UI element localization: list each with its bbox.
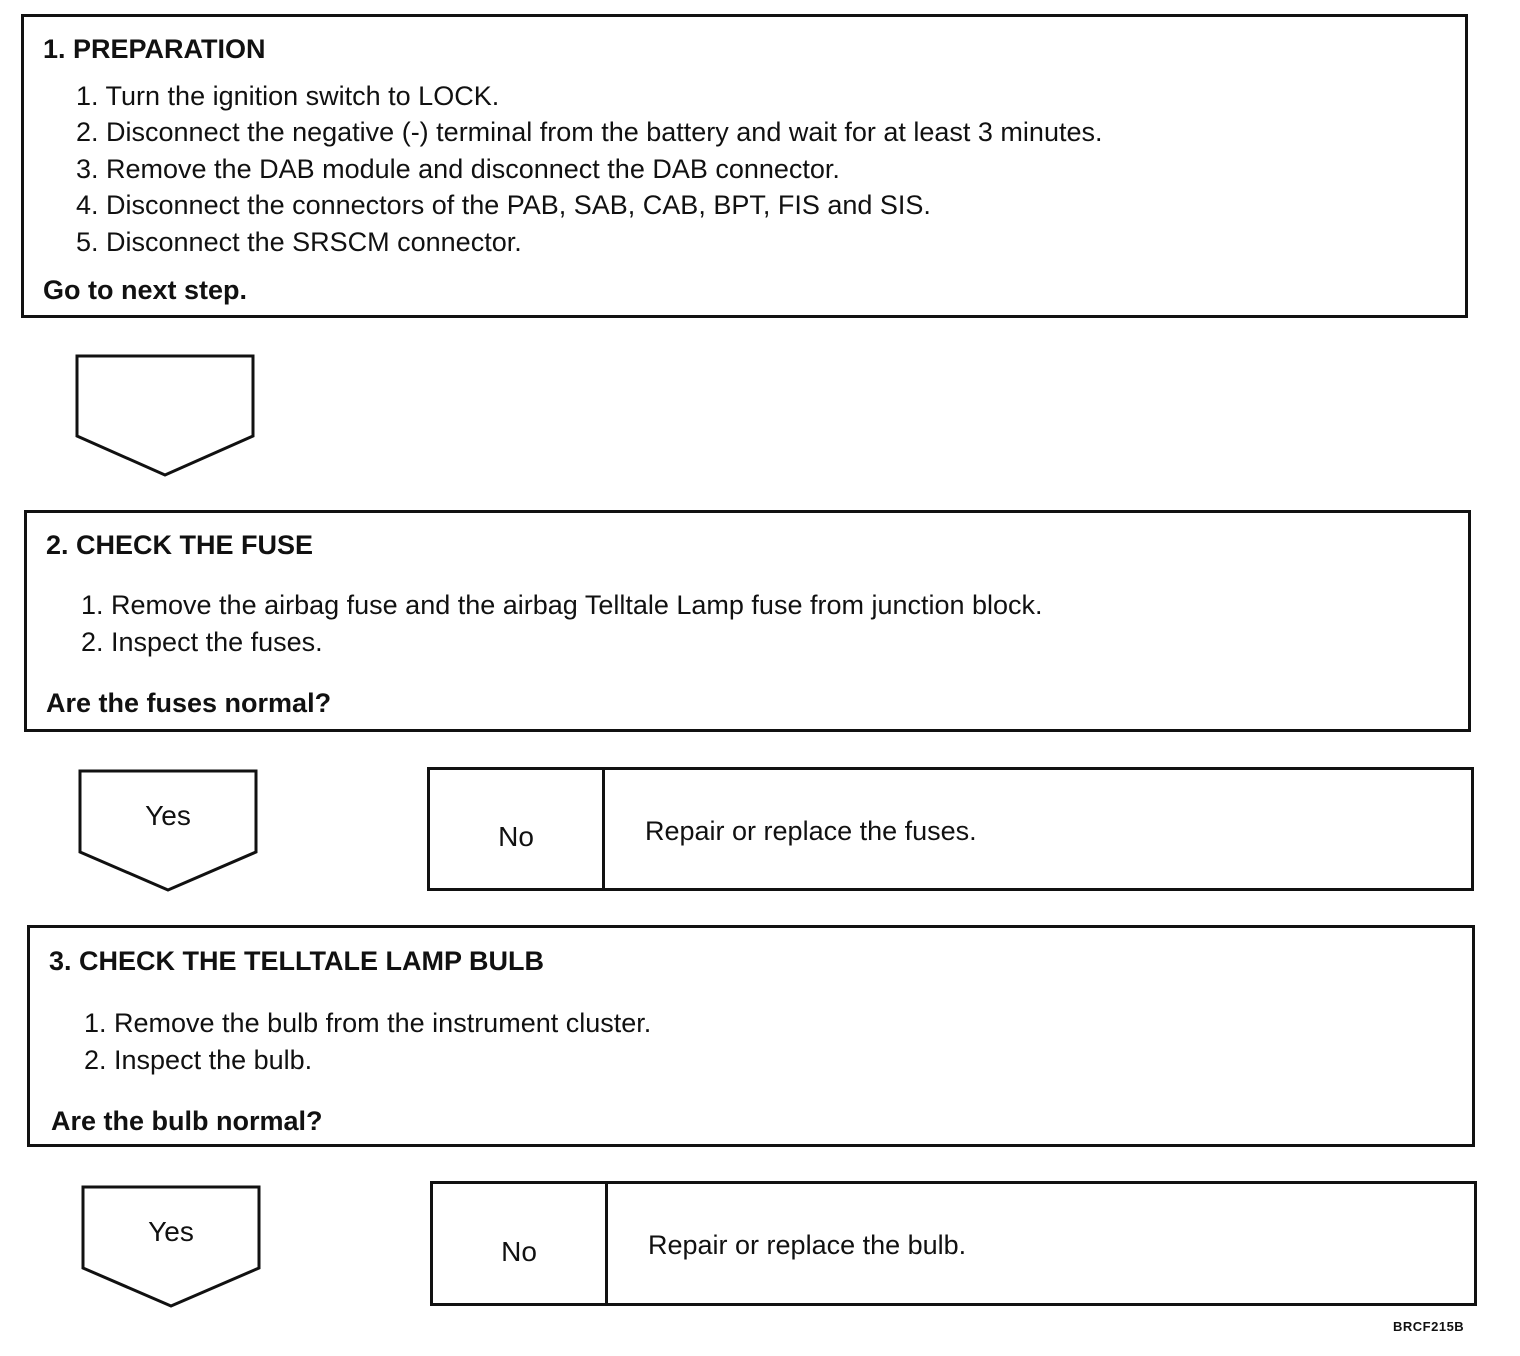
no-label: No: [498, 821, 534, 852]
step-item: 4. Disconnect the connectors of the PAB, SAB, CAB, BPT, FIS and SIS.: [76, 190, 931, 220]
no-branch-box: [427, 767, 1474, 891]
no-label: No: [501, 1236, 537, 1267]
yes-label: Yes: [145, 800, 191, 831]
no-action-text: Repair or replace the bulb.: [648, 1230, 967, 1260]
step-title: 2. CHECK THE FUSE: [46, 530, 314, 560]
no-divider: [602, 770, 605, 888]
step-item: 5. Disconnect the SRSCM connector.: [76, 227, 522, 257]
flow-arrow: [74, 353, 256, 479]
no-branch-box: [430, 1181, 1477, 1306]
step-item: 2. Inspect the bulb.: [84, 1045, 313, 1075]
step-footer: Are the fuses normal?: [46, 688, 332, 718]
step-footer: Go to next step.: [43, 275, 248, 305]
step-item: 1. Turn the ignition switch to LOCK.: [76, 81, 500, 111]
yes-label: Yes: [148, 1216, 194, 1247]
step-item: 2. Disconnect the negative (-) terminal from the battery and wait for at least 3 minutes.: [76, 117, 1103, 147]
step-item: 1. Remove the bulb from the instrument cluster.: [84, 1008, 652, 1038]
no-action-text: Repair or replace the fuses.: [645, 816, 977, 846]
step-box-check-bulb: [27, 925, 1475, 1147]
step-footer: Are the bulb normal?: [51, 1106, 323, 1136]
step-item: 1. Remove the airbag fuse and the airbag Telltale Lamp fuse from junction block.: [81, 590, 1043, 620]
no-divider: [605, 1184, 608, 1303]
step-item: 2. Inspect the fuses.: [81, 627, 323, 657]
figure-code: BRCF215B: [1393, 1319, 1465, 1334]
step-item: 3. Remove the DAB module and disconnect the DAB connector.: [76, 154, 840, 184]
step-title: 1. PREPARATION: [43, 34, 266, 64]
step-box-check-fuse: [24, 510, 1471, 732]
step-box-preparation: [21, 14, 1468, 318]
step-title: 3. CHECK THE TELLTALE LAMP BULB: [49, 946, 544, 976]
